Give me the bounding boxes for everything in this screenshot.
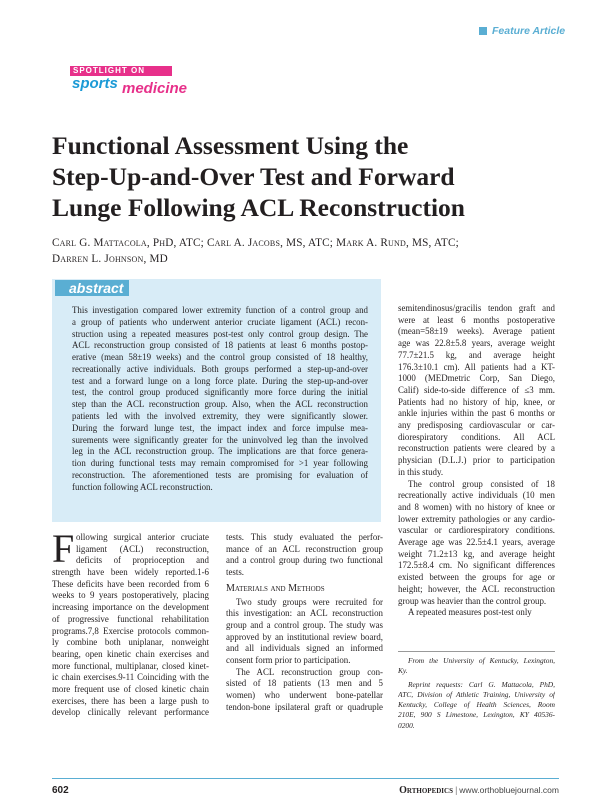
text-line: more functional, multiplanar, closed kinet- (52, 660, 209, 671)
body-column-3 (398, 303, 555, 619)
article-title (52, 130, 572, 223)
text-line: 77.7±21.5 kg, and average height (398, 349, 555, 360)
text-line: group and a control group. The study was (226, 619, 383, 630)
text-line: Kentucky, College of Health Sciences, Room (398, 700, 555, 710)
body-column-2 (226, 532, 383, 714)
text-line: 176.3±10.1 cm). All patients had a KT- (398, 361, 555, 372)
text-line: increasing importance on the development (52, 602, 209, 613)
title-line: Lunge Following ACL Reconstruction (52, 193, 465, 222)
text-line: physician (D.L.J.) prior to participation (398, 455, 555, 466)
text-line: weight 71.2±13 kg, and average height (398, 548, 555, 559)
text-line: were at least 6 months postoperative (398, 314, 555, 325)
text-line: Patients had no history of hip, knee, or (398, 396, 555, 407)
text-line: strength have been widely reported.1-6 (52, 567, 209, 577)
author-line: Carl G. Mattacola, PhD, ATC; Carl A. Jacobs, MS, ATC; Mark A. Rund, MS, ATC; (52, 237, 459, 249)
text-line: programs.7,8 Exercise protocols common- (52, 625, 209, 636)
text-line: lower extremity pathologies or any cardio- (398, 513, 555, 524)
text-line: and a control group during two functional (226, 555, 383, 566)
text-line: sisted of 18 patients (13 men and 5 (226, 678, 383, 689)
reprint-note (398, 680, 555, 731)
col3-paragraph-1 (398, 303, 555, 479)
footnote-divider (398, 651, 555, 652)
text-line: test and a forward lunge on a long force plate. During the step-up-and-over (72, 375, 368, 386)
text-line: approved by an institutional review board, (226, 631, 383, 642)
text-line: tests. (226, 567, 244, 578)
spotlight-logo (70, 66, 188, 102)
affiliation-note (398, 656, 555, 677)
text-line: tion during functional tests may remain compromised for >1 year following (72, 458, 368, 469)
text-line: ankle injuries within the past 6 months or (398, 408, 555, 419)
journal-url-link[interactable]: www.orthobluejournal.com (459, 785, 559, 795)
page-number: 602 (52, 785, 69, 796)
text-line: diorespiratory conditions. All ACL (398, 431, 555, 442)
methods-heading: Materials and Methods (226, 582, 325, 594)
text-line: ollowing surgical anterior cruciate (76, 532, 209, 542)
text-line: ly combine both uniplanar, nonweight (52, 637, 209, 648)
text-line: struction using a repeated measures post-test only control group design. The (72, 328, 368, 339)
abstract-header-bar (52, 279, 381, 297)
text-line: A repeated measures post-test only (408, 607, 532, 618)
text-line: deficits of proprioception and (76, 555, 209, 566)
text-line: a group of patients who underwent anterior cruciate ligament (ACL) recon- (72, 316, 368, 327)
abstract-text (72, 305, 368, 494)
text-line: ligament (ACL) reconstruction, (76, 543, 209, 554)
footer-journal (375, 785, 559, 796)
text-line: of progressive functional rehabilitation (52, 613, 209, 624)
logo-medicine-text: medicine (122, 80, 188, 97)
text-line: 172.5±8.4 cm. No significant differences (398, 560, 555, 571)
text-line: recreationally active individuals (10 men (398, 490, 555, 501)
body-column-1 (52, 567, 209, 719)
text-line: leg in the ACL reconstruction group. The implications are that force genera- (72, 446, 368, 457)
text-line: patients led with the involved extremity, they were significantly slower. (72, 411, 368, 422)
text-line: group was heavier than the control group. (398, 595, 547, 606)
text-line: ic chain exercises.9-11 Coinciding with the (52, 672, 209, 683)
journal-name: Orthopedics (399, 785, 453, 796)
text-line: These deficits have been recorded from 6 (52, 578, 209, 589)
text-line: (mean=58±19 weeks). Average patient (398, 326, 555, 337)
text-line: consent form prior to participation. (226, 655, 351, 666)
text-line: ACL reconstruction group consisted of 18 patients at least 6 months postop- (72, 340, 368, 351)
text-line: 0200. (398, 720, 415, 730)
text-line: During the forward lunge test, the impact index and force impulse mea- (72, 422, 368, 433)
intro-drop-lines (76, 532, 209, 567)
col2-paragraph-1 (226, 597, 383, 667)
text-line: The control group consisted of 18 (408, 478, 555, 489)
text-line: more frequent use of closed kinetic chain (52, 684, 209, 695)
text-line: tendon-bone ipsilateral graft or quadruple (226, 701, 383, 712)
text-line: Ky. (398, 666, 408, 676)
title-line: Functional Assessment Using the (52, 131, 409, 160)
col3-paragraph-2 (398, 479, 555, 608)
text-line: and 8 women) with no history of knee or (398, 501, 555, 512)
text-line: function following ACL reconstruction. (72, 481, 213, 492)
text-line: test, the control group produced significantly more force during the initial (72, 387, 368, 398)
col2-intro-end (226, 532, 383, 579)
text-line: Two study groups were recruited for (236, 596, 383, 607)
author-list (52, 235, 572, 267)
section-tag-label: Feature Article (492, 25, 566, 37)
text-line: height; however, the ACL reconstruction (398, 583, 555, 594)
text-line: in this study. (398, 466, 444, 477)
text-line: The ACL reconstruction group con- (236, 666, 383, 677)
logo-sports-text: sports (72, 75, 118, 92)
text-line: reconstruction patients were cleared by a (398, 443, 555, 454)
text-line: bearing, open kinetic chain exercises and (52, 648, 209, 659)
col2-paragraph-2 (226, 667, 383, 714)
text-line: exercises, there has been a large push to (52, 695, 209, 706)
text-line: Calif) side-to-side difference of ≤3 mm. (398, 384, 555, 395)
text-line: weeks to 9 years postoperatively, placing (52, 590, 209, 601)
text-line: existed between the groups for age or (398, 572, 555, 583)
text-line: this investigation: an ACL reconstruction (226, 608, 383, 619)
text-line: and all individuals signed an informed (226, 643, 383, 654)
col3-paragraph-3 (398, 607, 555, 619)
text-line: semitendinosus/gracilis tendon graft and (398, 303, 555, 313)
text-line: Reprint requests: Carl G. Mattacola, PhD, (408, 679, 555, 689)
section-tag-square-icon (479, 27, 487, 35)
text-line: Average age was 22.5±4.1 years, average (398, 537, 555, 548)
text-line: erative (mean 58±19 weeks) and the control group consisted of 18 healthy, (72, 352, 368, 363)
footer-divider (52, 778, 559, 779)
text-line: From the University of Kentucky, Lexington, (408, 656, 555, 665)
text-line: develop clinically relevant performance (52, 707, 209, 718)
text-line: tests. This study evaluated the perfor- (226, 532, 383, 542)
text-line: vascular or cardiorespiratory conditions. (398, 525, 555, 536)
text-line: 1000 (MEDmetric Corp, San Diego, (398, 373, 555, 384)
author-line: Darren L. Johnson, MD (52, 253, 168, 265)
text-line: any predisposing cardiovascular or car- (398, 420, 555, 431)
text-line: recreationally active individuals. Both groups performed a step-up-and-over (72, 363, 368, 374)
title-line: Step-Up-and-Over Test and Forward (52, 162, 455, 191)
footer-separator: | (455, 785, 458, 795)
section-tag (479, 25, 565, 37)
text-line: This investigation compared lower extremity function of a control group and (72, 305, 368, 315)
text-line: mance of an ACL reconstruction group (226, 543, 383, 554)
text-line: women) who underwent bone-patellar (226, 690, 383, 701)
abstract-heading: abstract (55, 280, 129, 296)
text-line: ATC, Division of Athletic Training, University of (398, 689, 555, 699)
text-line: step than the ACL reconstruction group. Also, when the ACL reconstruction (72, 399, 368, 410)
text-line: 210E, 900 S Limestone, Lexington, KY 40536- (398, 710, 555, 720)
drop-cap: F (52, 526, 75, 571)
logo-spotlight-text: SPOTLIGHT ON (70, 66, 172, 76)
text-line: age was 22.8±5.8 years, average weight (398, 338, 555, 349)
text-line: reconstruction. The aforementioned tests are promising for evaluation of (72, 469, 368, 480)
footnotes (398, 656, 555, 731)
text-line: surements were significantly greater for the uninvolved leg than the involved (72, 434, 368, 445)
